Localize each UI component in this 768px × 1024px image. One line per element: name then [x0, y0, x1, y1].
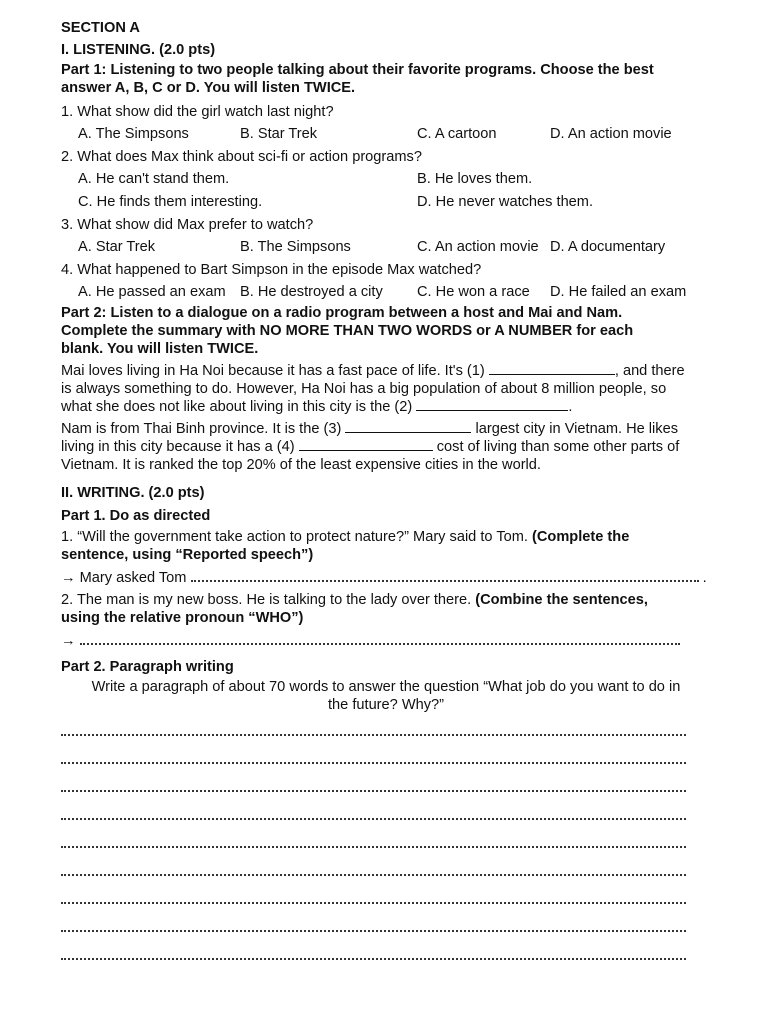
- paragraph-answer-line[interactable]: [61, 876, 686, 904]
- answer-end: .: [702, 570, 707, 586]
- paragraph-answer-line[interactable]: [61, 904, 686, 932]
- summary-text: is always something to do. However, Ha Noi has a big population of about 8 million people, so: [61, 381, 667, 397]
- blank-3[interactable]: [345, 420, 471, 433]
- option-a: A. The Simpsons: [78, 126, 189, 142]
- writing-q2-text: 2. The man is my new boss. He is talking to the lady over there.: [61, 592, 472, 608]
- option-d: D. He failed an exam: [550, 284, 687, 300]
- summary-text: Mai loves living in Ha Noi because it has a fast pace of life. It's (1): [61, 363, 485, 379]
- question-1: 1. What show did the girl watch last night?: [61, 104, 334, 120]
- option-b: B. Star Trek: [240, 126, 318, 142]
- option-d: D. A documentary: [550, 239, 666, 255]
- question-2-options-row2: [61, 191, 711, 214]
- summary-line: [61, 398, 711, 416]
- blank-1[interactable]: [489, 362, 615, 375]
- summary-text: living in this city because it has a (4): [61, 439, 295, 455]
- summary-text: Vietnam. It is ranked the top 20% of the least expensive cities in the world.: [61, 457, 541, 473]
- worksheet: [61, 17, 711, 960]
- blank-4[interactable]: [299, 438, 433, 451]
- question-2-options-row1: [61, 168, 711, 191]
- writing-part1-title: Part 1. Do as directed: [61, 508, 211, 524]
- option-d: D. He never watches them.: [417, 194, 594, 210]
- question-3: 3. What show did Max prefer to watch?: [61, 217, 314, 233]
- part2-instruction-line2: Complete the summary with NO MORE THAN TWO WORDS or A NUMBER for each: [61, 323, 634, 339]
- paragraph-answer-line[interactable]: [61, 820, 686, 848]
- writing-q2-answer: [61, 631, 711, 650]
- summary-text: , and there: [614, 363, 685, 379]
- writing-q1-text: 1. “Will the government take action to protect nature?” Mary said to Tom.: [61, 529, 528, 545]
- paragraph-answer-line[interactable]: [61, 932, 686, 960]
- writing-q2-directive: using the relative pronoun “WHO”): [61, 610, 304, 626]
- writing-q1-answer: [61, 568, 711, 587]
- writing-q1-directive: sentence, using “Reported speech”): [61, 547, 314, 563]
- option-b: B. The Simpsons: [240, 239, 351, 255]
- answer-prefix: →: [61, 633, 76, 649]
- question-4-options: [61, 281, 711, 304]
- paragraph-answer-line[interactable]: [61, 736, 686, 764]
- summary-text: cost of living than some other parts of: [436, 439, 680, 455]
- option-a: A. He can't stand them.: [78, 171, 230, 187]
- blank-2[interactable]: [416, 398, 568, 411]
- answer-prefix: → Mary asked Tom: [61, 570, 187, 586]
- summary-text: largest city in Vietnam. He likes: [475, 421, 678, 437]
- option-d: D. An action movie: [550, 126, 672, 142]
- writing-q2-directive: (Combine the sentences,: [475, 592, 648, 608]
- question-3-options: [61, 236, 711, 259]
- option-b: B. He destroyed a city: [240, 284, 383, 300]
- listening-heading: I. LISTENING. (2.0 pts): [61, 42, 216, 58]
- writing-part2-title: Part 2. Paragraph writing: [61, 659, 234, 675]
- summary-line: [61, 438, 711, 456]
- paragraph-answer-line[interactable]: [61, 848, 686, 876]
- option-a: A. Star Trek: [78, 239, 156, 255]
- question-4: 4. What happened to Bart Simpson in the episode Max watched?: [61, 262, 482, 278]
- question-2: 2. What does Max think about sci-fi or action programs?: [61, 149, 422, 165]
- option-a: A. He passed an exam: [78, 284, 226, 300]
- paragraph-answer-line[interactable]: [61, 764, 686, 792]
- summary-text: Nam is from Thai Binh province. It is the (3): [61, 421, 342, 437]
- summary-line: [61, 420, 711, 438]
- writing-q1-directive: (Complete the: [532, 529, 630, 545]
- section-title: SECTION A: [61, 20, 140, 36]
- option-b: B. He loves them.: [417, 171, 533, 187]
- question-1-options: [61, 123, 711, 146]
- part2-instruction-line3: blank. You will listen TWICE.: [61, 341, 259, 357]
- answer-line-q1[interactable]: [191, 568, 699, 582]
- writing-q2: [61, 591, 711, 609]
- paragraph-answer-line[interactable]: [61, 792, 686, 820]
- option-c: C. He finds them interesting.: [78, 194, 263, 210]
- option-c: C. He won a race: [417, 284, 530, 300]
- paragraph-prompt: the future? Why?”: [328, 697, 444, 713]
- writing-heading: II. WRITING. (2.0 pts): [61, 485, 205, 501]
- part2-instruction-line1: Part 2: Listen to a dialogue on a radio program between a host and Mai and Nam.: [61, 305, 623, 321]
- summary-text: .: [568, 399, 573, 415]
- answer-line-q2[interactable]: [80, 631, 680, 645]
- summary-line: [61, 362, 711, 380]
- writing-lines: [61, 708, 711, 960]
- summary-text: what she does not like about living in this city is the (2): [61, 399, 413, 415]
- option-c: C. An action movie: [417, 239, 539, 255]
- writing-q1: [61, 528, 711, 546]
- paragraph-prompt: Write a paragraph of about 70 words to answer the question “What job do you want to do in: [91, 679, 681, 695]
- option-c: C. A cartoon: [417, 126, 497, 142]
- part1-instruction: Part 1: Listening to two people talking about their favorite programs. Choose the best answer A, B, C or D. You will listen TWICE.: [61, 62, 654, 96]
